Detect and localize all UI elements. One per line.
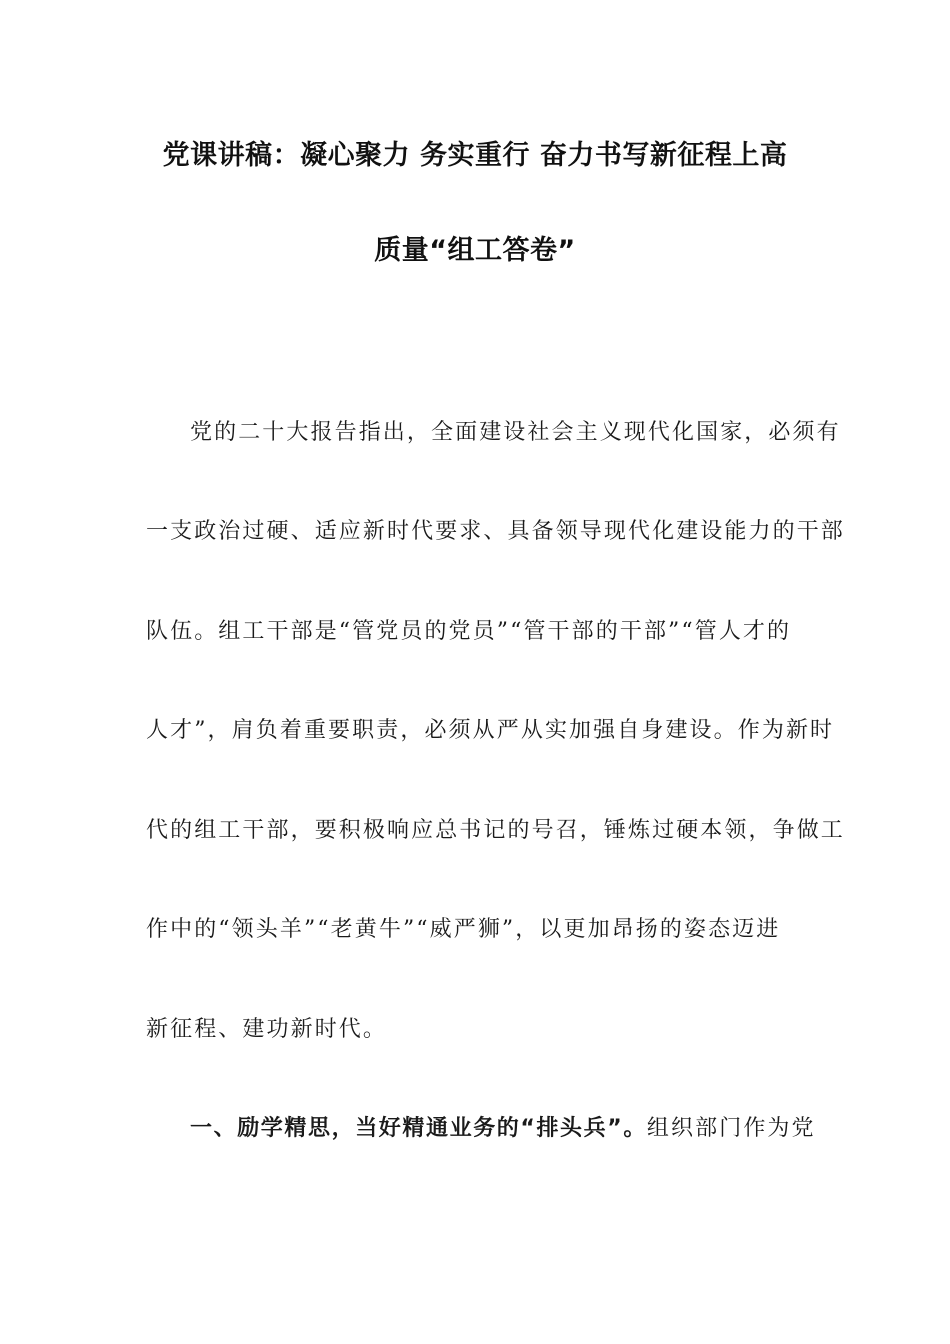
paragraph-line: 队伍。组工干部是“管党员的党员”“管干部的干部”“管人才的 xyxy=(146,619,792,644)
section-heading: 一、励学精思，当好精通业务的“排头兵”。 xyxy=(190,1116,647,1141)
paragraph-line: 党的二十大报告指出，全面建设社会主义现代化国家，必须有 xyxy=(190,420,841,445)
paragraph-line: 代的组工干部，要积极响应总书记的号召，锤炼过硬本领，争做工 xyxy=(146,818,845,843)
section-text: 组织部门作为党 xyxy=(646,1116,816,1141)
document-title-line-2: 质量“组工答卷” xyxy=(374,235,576,266)
paragraph-line: 一支政治过硬、适应新时代要求、具备领导现代化建设能力的干部 xyxy=(146,519,845,544)
paragraph-line: 新征程、建功新时代。 xyxy=(146,1017,388,1042)
document-title-line-1: 党课讲稿：凝心聚力 务实重行 奋力书写新征程上高 xyxy=(162,140,788,171)
paragraph-line: 人才”，肩负着重要职责，必须从严从实加强自身建设。作为新时 xyxy=(146,718,835,743)
paragraph-line: 作中的“领头羊”“老黄牛”“威严狮”，以更加昂扬的姿态迈进 xyxy=(146,917,781,942)
section-heading-line xyxy=(190,1111,816,1142)
